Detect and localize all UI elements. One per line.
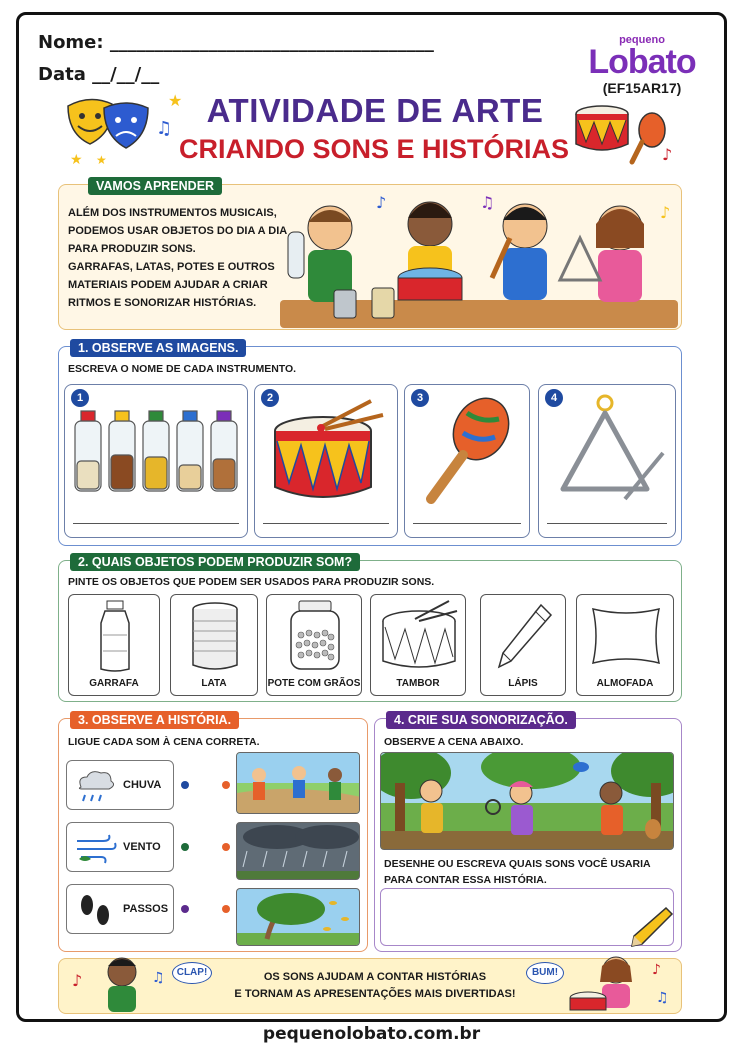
object-label: ALMOFADA bbox=[596, 678, 654, 689]
date-field-label[interactable]: Data __/__/__ bbox=[38, 64, 160, 85]
theatre-masks-icon bbox=[60, 92, 190, 172]
object-label: GARRAFA bbox=[89, 678, 139, 689]
footer-message bbox=[205, 969, 545, 1003]
forest-scene bbox=[380, 752, 674, 850]
sound-label: VENTO bbox=[123, 841, 161, 853]
sound-card-steps bbox=[66, 884, 174, 934]
answer-line[interactable] bbox=[73, 523, 239, 524]
brand-logo bbox=[572, 34, 712, 96]
object-label: POTE COM GRÃOS bbox=[267, 678, 361, 689]
child-drumming-illustration bbox=[556, 952, 674, 1014]
match-dot-left[interactable] bbox=[181, 905, 189, 913]
match-dot-left[interactable] bbox=[181, 781, 189, 789]
wind-icon bbox=[73, 831, 117, 865]
sound-label: CHUVA bbox=[123, 779, 162, 791]
footprints-icon bbox=[75, 891, 115, 929]
clap-bubble: CLAP! bbox=[172, 962, 212, 984]
sound-card-rain bbox=[66, 760, 174, 810]
svg-text:♫: ♫ bbox=[656, 990, 669, 1006]
match-dot-right[interactable] bbox=[222, 781, 230, 789]
card-number: 3 bbox=[411, 389, 429, 407]
can-icon bbox=[189, 601, 241, 673]
pencil-icon bbox=[628, 904, 674, 948]
section4-prompt bbox=[384, 856, 651, 888]
svg-text:♪: ♪ bbox=[662, 145, 673, 164]
section3-instruction: LIGUE CADA SOM À CENA CORRETA. bbox=[68, 736, 260, 748]
scene-rain bbox=[236, 822, 360, 880]
match-dot-right[interactable] bbox=[222, 843, 230, 851]
windy-tree-illustration bbox=[237, 889, 360, 946]
scene-wind bbox=[236, 888, 360, 946]
website-url[interactable]: pequenolobato.com.br bbox=[262, 1024, 481, 1044]
learn-line: PODEMOS USAR OBJETOS DO DIA A DIA bbox=[68, 225, 288, 237]
maraca-icon bbox=[419, 393, 519, 507]
match-dot-left[interactable] bbox=[181, 843, 189, 851]
bottle-shakers-icon bbox=[71, 407, 243, 495]
svg-text:♫: ♫ bbox=[156, 118, 173, 139]
svg-text:♫: ♫ bbox=[152, 970, 165, 986]
match-dot-right[interactable] bbox=[222, 905, 230, 913]
section2-instruction: PINTE OS OBJETOS QUE PODEM SER USADOS PARA PRODUZIR SONS. bbox=[68, 576, 435, 588]
object-can[interactable] bbox=[170, 594, 258, 696]
footer-line: E TORNAM AS APRESENTAÇÕES MAIS DIVERTIDAS! bbox=[234, 988, 516, 1000]
card-number: 2 bbox=[261, 389, 279, 407]
learn-line: MATERIAIS PODEM AJUDAR A CRIAR bbox=[68, 279, 268, 291]
triangle-instrument-icon bbox=[555, 391, 665, 509]
bottle-icon bbox=[95, 599, 135, 673]
section4-instruction: OBSERVE A CENA ABAIXO. bbox=[384, 736, 524, 748]
jar-icon bbox=[287, 599, 343, 671]
svg-text:♫: ♫ bbox=[480, 193, 495, 212]
svg-text:★: ★ bbox=[70, 152, 83, 168]
learn-line: RITMOS E SONORIZAR HISTÓRIAS. bbox=[68, 297, 257, 309]
learn-tag: VAMOS APRENDER bbox=[88, 177, 222, 195]
scene-walking-kids bbox=[236, 752, 360, 814]
learn-text bbox=[68, 204, 298, 312]
learn-line: ALÉM DOS INSTRUMENTOS MUSICAIS, bbox=[68, 207, 277, 219]
sound-label: PASSOS bbox=[123, 903, 169, 915]
object-label: TAMBOR bbox=[396, 678, 440, 689]
bum-bubble: BUM! bbox=[526, 962, 564, 984]
svg-text:♪: ♪ bbox=[652, 962, 661, 978]
answer-line[interactable] bbox=[547, 523, 667, 524]
object-bottle[interactable] bbox=[68, 594, 160, 696]
object-label: LÁPIS bbox=[508, 678, 538, 689]
footer-line: OS SONS AJUDAM A CONTAR HISTÓRIAS bbox=[263, 971, 487, 983]
learn-line: GARRAFAS, LATAS, POTES E OUTROS bbox=[68, 261, 275, 273]
answer-line[interactable] bbox=[263, 523, 389, 524]
pillow-icon bbox=[587, 603, 665, 669]
learn-line: PARA PRODUZIR SONS. bbox=[68, 243, 196, 255]
children-playing-illustration bbox=[280, 188, 678, 328]
instrument-card-3 bbox=[404, 384, 530, 538]
object-pillow[interactable] bbox=[576, 594, 674, 696]
card-number: 4 bbox=[545, 389, 563, 407]
prompt-line: DESENHE OU ESCREVA QUAIS SONS VOCÊ USARIA bbox=[384, 858, 651, 870]
answer-line[interactable] bbox=[413, 523, 521, 524]
section1-tag: 1. OBSERVE AS IMAGENS. bbox=[70, 339, 246, 357]
card-number: 1 bbox=[71, 389, 89, 407]
svg-text:♪: ♪ bbox=[72, 971, 83, 990]
object-label: LATA bbox=[201, 678, 227, 689]
prompt-line: PARA CONTAR ESSA HISTÓRIA. bbox=[384, 874, 547, 886]
instrument-card-1 bbox=[64, 384, 248, 538]
sound-card-wind bbox=[66, 822, 174, 872]
kids-walking-illustration bbox=[237, 753, 360, 814]
child-clapping-illustration bbox=[70, 952, 170, 1014]
kids-exploring-forest-illustration bbox=[381, 753, 674, 850]
drum-outline-icon bbox=[379, 599, 459, 673]
pencil-icon bbox=[493, 601, 555, 673]
svg-text:★: ★ bbox=[168, 92, 183, 110]
brand-name: Lobato bbox=[588, 43, 696, 81]
name-field-label[interactable]: Nome: ____________________________________ bbox=[38, 32, 434, 53]
section2-tag: 2. QUAIS OBJETOS PODEM PRODUZIR SOM? bbox=[70, 553, 360, 571]
brand-small-text: pequeno bbox=[619, 34, 665, 46]
svg-text:♪: ♪ bbox=[376, 193, 387, 212]
bncc-code: (EF15AR17) bbox=[602, 80, 682, 96]
instrument-card-2 bbox=[254, 384, 398, 538]
section1-instruction: ESCREVA O NOME DE CADA INSTRUMENTO. bbox=[68, 363, 297, 375]
svg-text:★: ★ bbox=[96, 153, 107, 167]
rain-storm-illustration bbox=[237, 823, 360, 880]
drum-maraca-icon bbox=[572, 100, 682, 170]
page-title: ATIVIDADE DE ARTE bbox=[206, 92, 544, 129]
instrument-card-4 bbox=[538, 384, 676, 538]
object-grain-jar[interactable] bbox=[266, 594, 362, 696]
page-subtitle: CRIANDO SONS E HISTÓRIAS bbox=[178, 134, 570, 164]
object-pencil[interactable] bbox=[480, 594, 566, 696]
section4-tag: 4. CRIE SUA SONORIZAÇÃO. bbox=[386, 711, 576, 729]
rain-cloud-icon bbox=[73, 767, 117, 805]
section3-tag: 3. OBSERVE A HISTÓRIA. bbox=[70, 711, 239, 729]
svg-text:♪: ♪ bbox=[660, 203, 671, 222]
object-drum[interactable] bbox=[370, 594, 466, 696]
drum-icon bbox=[271, 397, 387, 507]
